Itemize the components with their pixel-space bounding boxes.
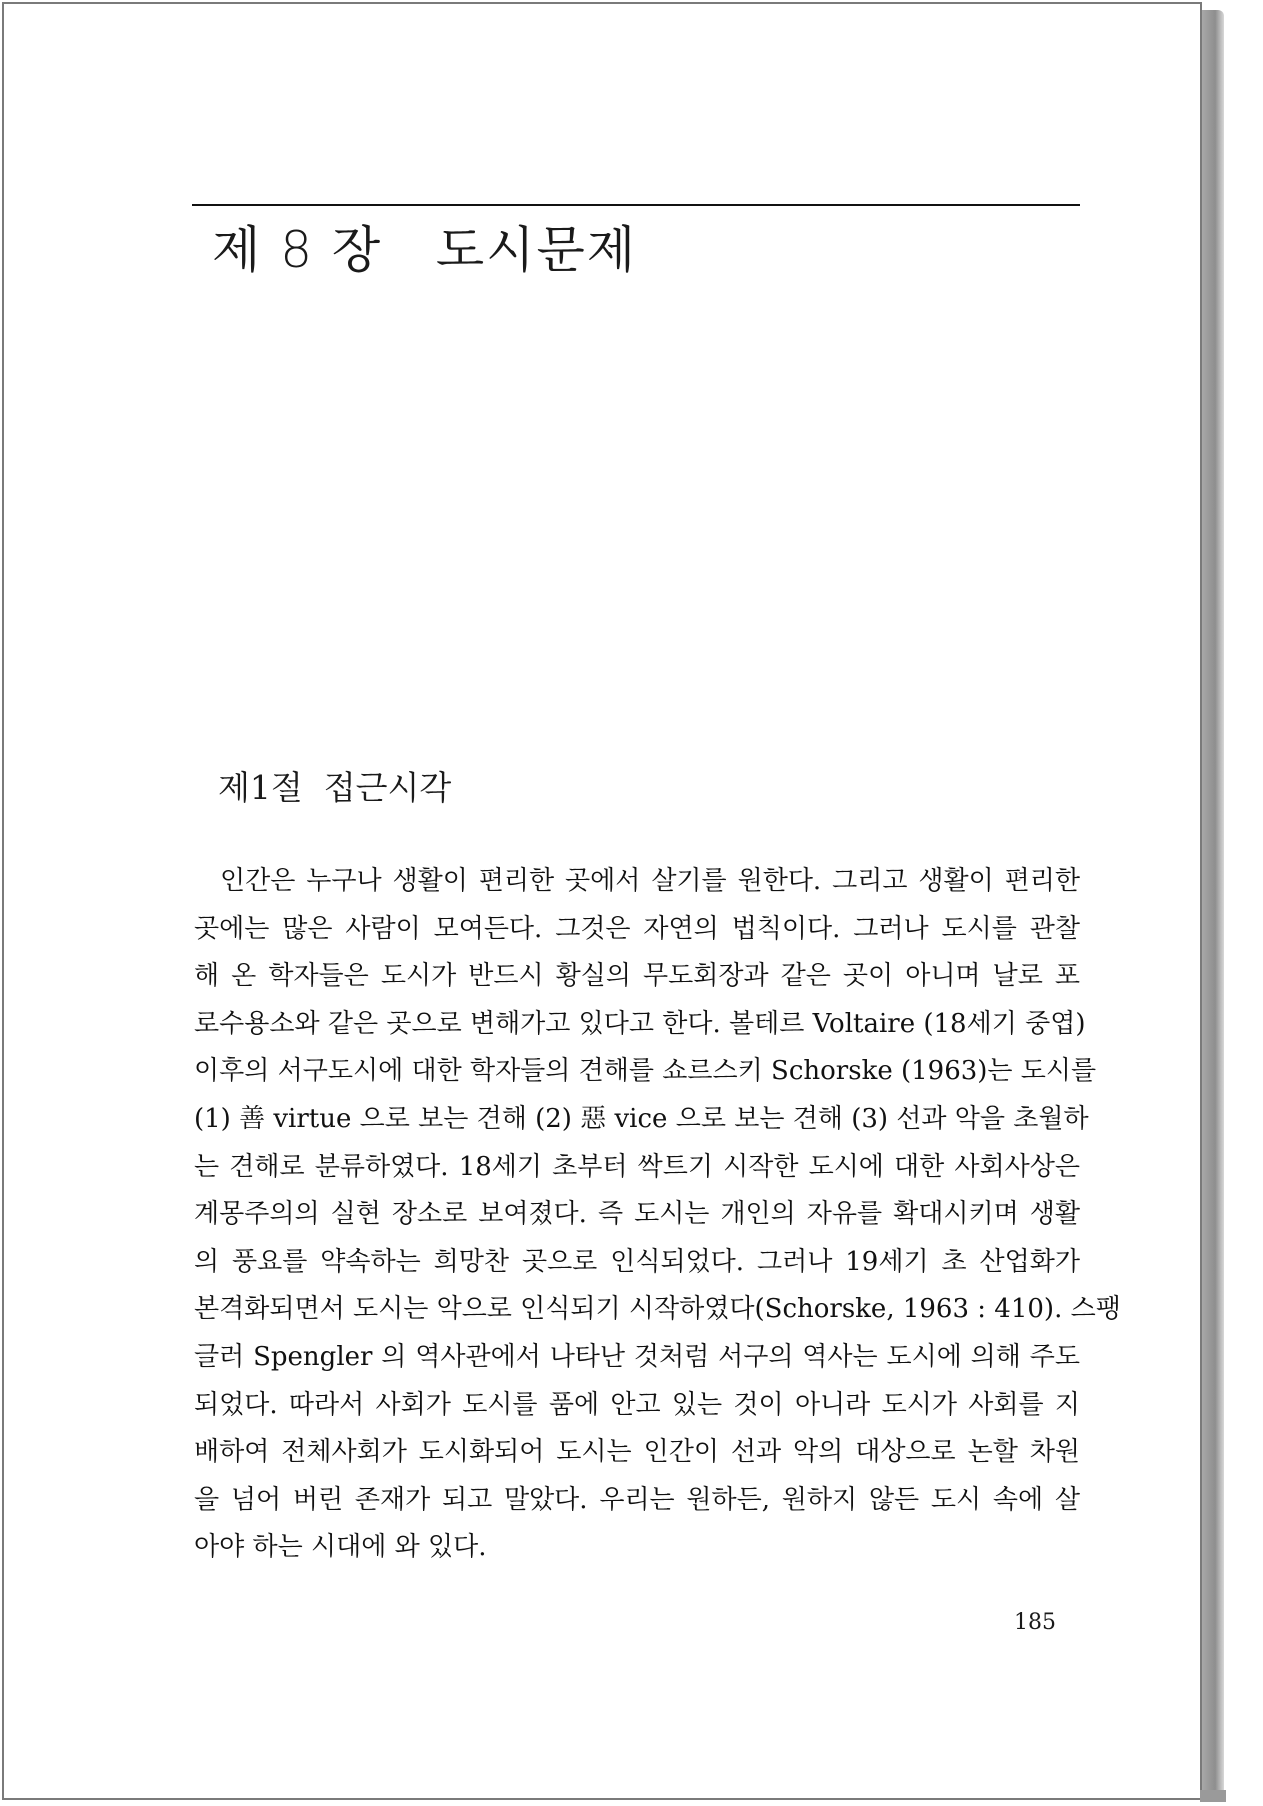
- text-line: 인간은 누구나 생활이 편리한 곳에서 살기를 원한다. 그리고 생활이 편리한: [220, 866, 1080, 896]
- text-line: 곳에는 많은 사람이 모여든다. 그것은 자연의 법칙이다. 그러나 도시를 관찰: [194, 913, 1080, 944]
- book-page: [2, 2, 1202, 1800]
- text-line: 글러 Spengler 의 역사관에서 나타난 것처럼 서구의 역사는 도시에 의해 주도: [194, 1341, 1080, 1372]
- text-line: 아야 하는 시대에 와 있다.: [194, 1532, 487, 1563]
- text-line: (1) 善 virtue 으로 보는 견해 (2) 惡 vice 으로 보는 견해 (3) 선과 악을 초월하: [194, 1103, 1089, 1134]
- text-line: 는 견해로 분류하였다. 18세기 초부터 싹트기 시작한 도시에 대한 사회사상은: [194, 1151, 1080, 1182]
- page-edge-shadow-corner: [1200, 1790, 1226, 1802]
- text-line: 로수용소와 같은 곳으로 변해가고 있다고 한다. 볼테르 Voltaire (18세기 중엽): [194, 1008, 1086, 1039]
- text-line: 을 넘어 버린 존재가 되고 말았다. 우리는 원하든, 원하지 않든 도시 속에 살: [194, 1484, 1080, 1515]
- page-edge-shadow: [1202, 10, 1224, 1800]
- text-line: 계몽주의의 실현 장소로 보여졌다. 즉 도시는 개인의 자유를 확대시키며 생활: [194, 1199, 1080, 1230]
- text-line: 의 풍요를 약속하는 희망찬 곳으로 인식되었다. 그러나 19세기 초 산업화가: [194, 1246, 1080, 1277]
- body-paragraph: [194, 858, 1121, 1572]
- text-line: 배하여 전체사회가 도시화되어 도시는 인간이 선과 악의 대상으로 논할 차원: [194, 1437, 1080, 1468]
- text-line: 해 온 학자들은 도시가 반드시 황실의 무도회장과 같은 곳이 아니며 날로 포: [194, 961, 1080, 992]
- text-line: 이후의 서구도시에 대한 학자들의 견해를 쇼르스키 Schorske (1963)는 도시를: [194, 1056, 1097, 1087]
- section-title: 제1절 접근시각: [218, 768, 452, 807]
- chapter-rule: [192, 204, 1080, 206]
- page-number: 185: [1014, 1610, 1056, 1635]
- text-line: 본격화되면서 도시는 악으로 인식되기 시작하였다(Schorske, 1963 : 410). 스팽: [194, 1294, 1121, 1325]
- chapter-title: 제 8 장 도시문제: [212, 221, 638, 279]
- text-line: 되었다. 따라서 사회가 도시를 품에 안고 있는 것이 아니라 도시가 사회를 지: [194, 1389, 1080, 1420]
